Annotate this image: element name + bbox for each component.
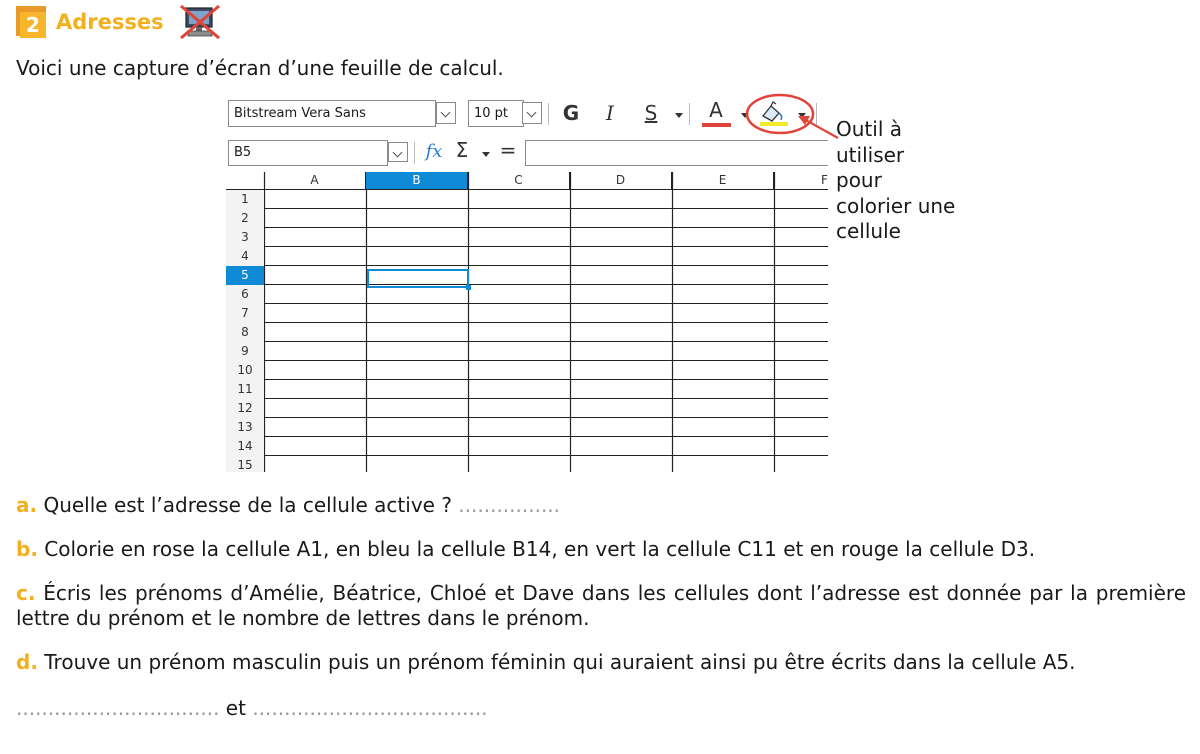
annotation-line: Outil à bbox=[836, 117, 902, 141]
question-d bbox=[16, 650, 1076, 675]
toolbar-separator bbox=[548, 103, 549, 125]
answer-line bbox=[16, 696, 488, 721]
underline-dropdown-arrow[interactable] bbox=[675, 113, 683, 118]
exercise-number: 2 bbox=[20, 12, 46, 38]
annotation-line: utiliser bbox=[836, 142, 905, 167]
font-name-field[interactable]: Bitstream Vera Sans bbox=[228, 100, 436, 127]
row-header-12[interactable]: 12 bbox=[226, 399, 264, 418]
intro-text: Voici une capture d’écran d’une feuille de calcul. bbox=[16, 56, 504, 80]
function-wizard-button[interactable]: fx bbox=[425, 141, 443, 162]
no-computer-icon bbox=[178, 4, 222, 40]
row-header-13[interactable]: 13 bbox=[226, 418, 264, 437]
question-letter: a. bbox=[16, 493, 38, 517]
row-header-2[interactable]: 2 bbox=[226, 209, 264, 228]
italic-button[interactable]: I bbox=[606, 101, 614, 125]
underline-button[interactable]: S bbox=[644, 101, 658, 125]
tool-annotation bbox=[836, 117, 955, 245]
answer-dots-first[interactable]: ................................ bbox=[16, 696, 220, 720]
row-header-7[interactable]: 7 bbox=[226, 304, 264, 323]
font-size-field[interactable]: 10 pt bbox=[468, 100, 524, 127]
column-header-f[interactable]: F bbox=[774, 172, 828, 189]
column-header-e[interactable]: E bbox=[672, 172, 774, 189]
answer-dots[interactable]: ................ bbox=[458, 493, 561, 517]
row-header-5[interactable]: 5 bbox=[226, 266, 264, 285]
row-header-14[interactable]: 14 bbox=[226, 437, 264, 456]
question-a bbox=[16, 493, 560, 518]
column-header-b[interactable]: B bbox=[366, 172, 468, 189]
cell-grid[interactable] bbox=[226, 172, 828, 472]
row-header-1[interactable]: 1 bbox=[226, 190, 264, 209]
toolbar-separator bbox=[689, 103, 690, 125]
formula-input[interactable] bbox=[525, 140, 828, 166]
annotation-line: pour bbox=[836, 168, 882, 192]
font-size-dropdown[interactable] bbox=[522, 102, 542, 124]
answer-connector: et bbox=[225, 696, 246, 720]
name-box[interactable]: B5 bbox=[228, 140, 388, 166]
section-title: Adresses bbox=[56, 10, 164, 34]
question-letter: d. bbox=[16, 650, 38, 674]
row-header-9[interactable]: 9 bbox=[226, 342, 264, 361]
row-header-8[interactable]: 8 bbox=[226, 323, 264, 342]
sum-dropdown-arrow[interactable] bbox=[482, 152, 490, 157]
font-name-dropdown[interactable] bbox=[436, 102, 456, 124]
column-header-c[interactable]: C bbox=[468, 172, 570, 189]
question-letter: c. bbox=[16, 581, 36, 605]
spreadsheet-screenshot bbox=[226, 92, 828, 472]
sum-button[interactable]: Σ bbox=[455, 138, 469, 162]
row-header-6[interactable]: 6 bbox=[226, 285, 264, 304]
row-header-4[interactable]: 4 bbox=[226, 247, 264, 266]
row-header-10[interactable]: 10 bbox=[226, 361, 264, 380]
annotation-line: colorier une bbox=[836, 193, 956, 218]
question-text: Colorie en rose la cellule A1, en bleu la cellule B14, en vert la cellule C11 et en rouge la cellule D3. bbox=[44, 537, 1036, 561]
question-b bbox=[16, 537, 1035, 562]
row-header-11[interactable]: 11 bbox=[226, 380, 264, 399]
question-text: Trouve un prénom masculin puis un prénom féminin qui auraient ainsi pu être écrits dans la cellule A5. bbox=[44, 650, 1076, 674]
fill-handle[interactable] bbox=[466, 285, 471, 290]
column-header-d[interactable]: D bbox=[570, 172, 672, 189]
row-header-3[interactable]: 3 bbox=[226, 228, 264, 247]
question-c bbox=[16, 581, 1186, 631]
bold-button[interactable]: G bbox=[562, 101, 580, 125]
row-header-15[interactable]: 15 bbox=[226, 456, 264, 472]
active-cell[interactable] bbox=[367, 269, 469, 288]
question-text: Écris les prénoms d’Amélie, Béatrice, Chloé et Dave dans les cellules dont l’adresse est donnée par la première lettre du prénom et le nombre de lettres dans le prénom. bbox=[16, 581, 1187, 630]
exercise-number-badge bbox=[16, 6, 48, 38]
question-text: Quelle est l’adresse de la cellule active ? bbox=[43, 493, 452, 517]
formula-equals-button[interactable]: = bbox=[499, 138, 517, 162]
question-letter: b. bbox=[16, 537, 38, 561]
name-box-dropdown[interactable] bbox=[388, 142, 408, 162]
toolbar-separator bbox=[414, 142, 415, 164]
pointer-arrow bbox=[792, 108, 840, 142]
answer-dots-second[interactable]: ..................................... bbox=[252, 696, 488, 720]
column-header-a[interactable]: A bbox=[264, 172, 366, 189]
font-color-button[interactable]: A bbox=[709, 98, 723, 122]
annotation-line: cellule bbox=[836, 219, 901, 243]
font-color-bar bbox=[702, 123, 731, 127]
